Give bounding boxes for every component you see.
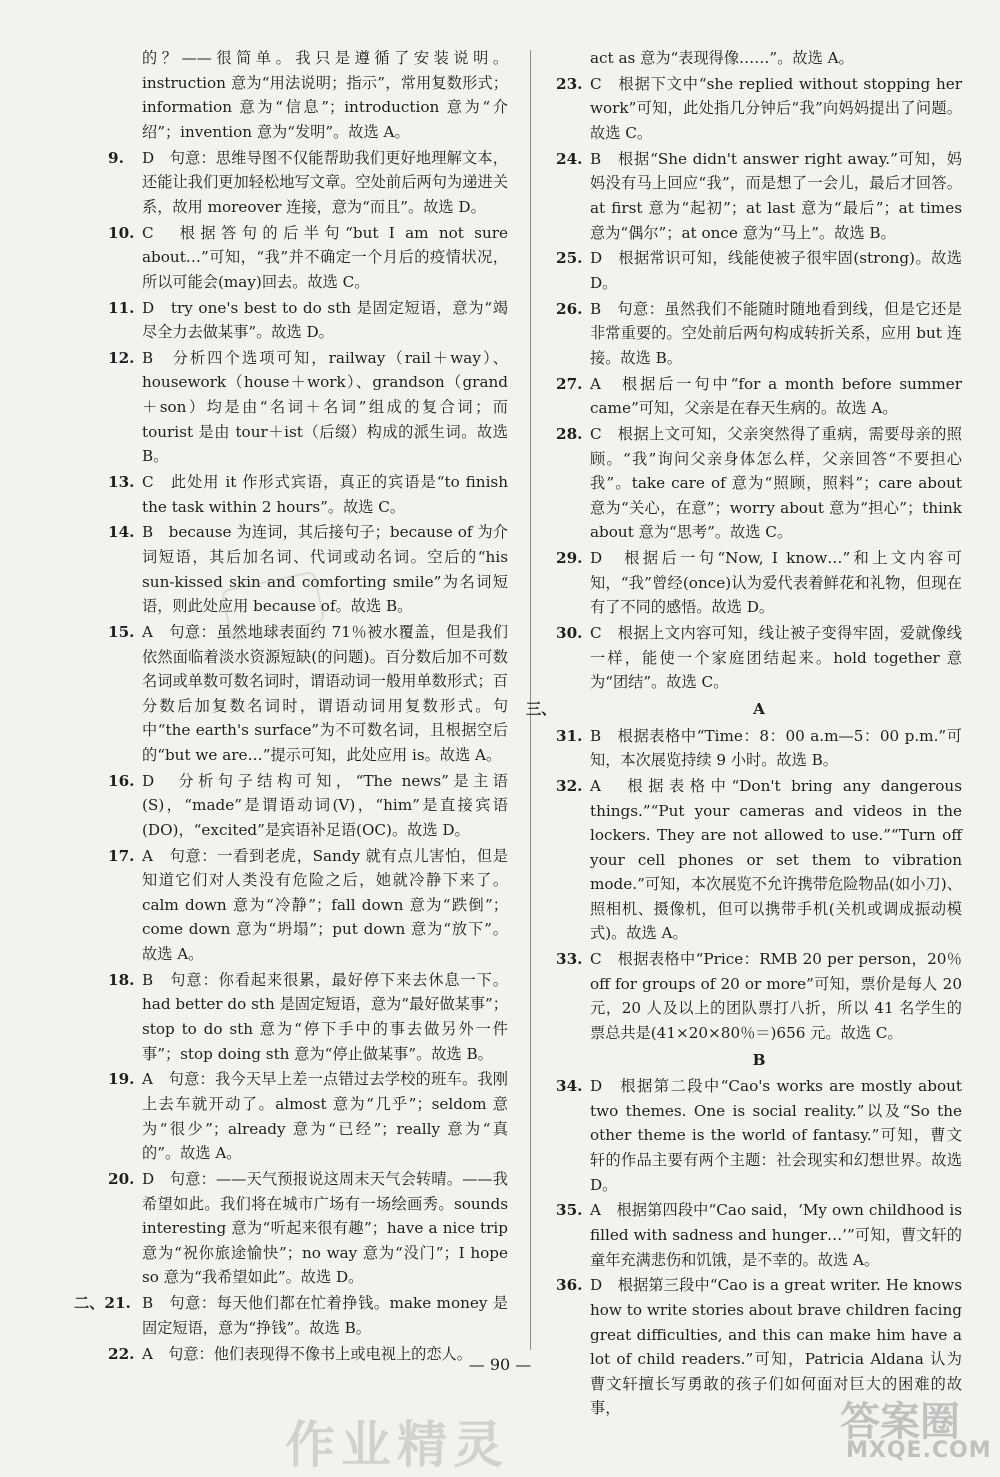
answer-item [556,246,962,295]
answer-item [108,844,508,967]
question-number: 36. [556,1276,583,1295]
left-column [74,46,508,1367]
answer-item [108,470,508,519]
answer-item [556,46,962,71]
answer-item [556,1198,962,1272]
answer-explanation: C 此处用 it 作形式宾语，真正的宾语是“to finish the task within 2 hours”。故选 C。 [142,473,508,516]
answer-item [556,546,962,620]
answer-explanation: C 根据上文内容可知，线让被子变得牢固，爱就像线一样，能使一个家庭团结起来。hold together 意为“团结”。故选 C。 [590,624,962,692]
answer-explanation: 的？——很简单。我只是遵循了安装说明。instruction 意为“用法说明；指示”，常用复数形式；information 意为“信息”；introduction 意为“介绍”；invention 意为“发明”。故选 A。 [142,49,508,141]
answer-explanation: A 句意：一看到老虎，Sandy 就有点儿害怕，但是知道它们对人类没有危险之后，她就冷静下来了。calm down 意为“冷静”；fall down 意为“跌倒”；come down 意为“坍塌”；put down 意为“放下”。故选 A。 [142,846,508,964]
answer-explanation: B because 为连词，其后接句子；because of 为介词短语，其后加名词、代词或动名词。空后的“his sun-kissed skin and comforting smile”为名词短语，则此处应用 because of。故选 B。 [142,523,508,616]
answer-explanation: D 分析句子结构可知，“The news”是主语(S)，“made”是谓语动词(V)，“him”是直接宾语(DO)，“excited”是宾语补足语(OC)。故选 D。 [142,771,508,839]
question-number: 13. [108,473,135,492]
question-number: 19. [108,1070,135,1089]
question-number: 10. [108,223,135,242]
question-number: 15. [108,622,135,641]
answer-explanation: act as 意为“表现得像……”。故选 A。 [590,49,854,67]
right-column [526,46,962,1422]
answer-item [556,422,962,545]
answer-item [108,1067,508,1165]
answer-explanation: C 根据上文可知，父亲突然得了重病，需要母亲的照顾。“我”询问父亲身体怎么样，父亲回答“不要担心我”。take care of 意为“照顾，照料”；care about 意为“关心，在意”；worry about 意为“担心”；think about 意为“思考”。故选 C。 [590,425,962,542]
answer-explanation: A 根据第四段中“Cao said，‘My own childhood is filled with sadness and hunger…’”可知，曹文轩的童年充满悲伤和饥饿，是不幸的。故选 A。 [590,1201,962,1269]
answer-explanation: D 句意：思维导图不仅能帮助我们更好地理解文本，还能让我们更加轻松地写文章。空处前后两句为递进关系，故用 moreover 连接，意为“而且”。故选 D。 [142,148,508,216]
question-number: 25. [556,249,583,268]
answer-item [108,1167,508,1290]
answer-explanation: D 根据后一句“Now, I know…”和上文内容可知，“我”曾经(once)认为爱代表着鲜花和礼物，但现在有了不同的感悟。故选 D。 [590,549,962,617]
answer-item [556,372,962,421]
answer-explanation: A 句意：我今天早上差一点错过去学校的班车。我刚上去车就开动了。almost 意为“几乎”；seldom 意为“很少”；already 意为“已经”；really 意为“真的”。故选 A。 [142,1070,508,1163]
answer-item [108,221,508,295]
answer-item [108,346,508,469]
page-number: — 90 — [468,1355,532,1374]
section-label: 三、 [526,699,557,718]
question-number: 26. [556,299,583,318]
answer-item [556,72,962,146]
question-number: 27. [556,374,583,393]
answer-explanation: B 句意：每天他们都在忙着挣钱。make money 是固定短语，意为“挣钱”。故选 B。 [142,1294,508,1337]
answer-explanation: D 句意：——天气预报说这周末天气会转晴。——我希望如此。我们将在城市广场有一场绘画秀。sounds interesting 意为“听起来很有趣”；have a nice trip 意为“祝你旅途愉快”；no way 意为“没门”；I hope so 意为“我希望如此”。故选 D。 [142,1169,508,1287]
answer-explanation: D 根据第三段中“Cao is a great writer. He knows how to write stories about brave children facing great difficulties, and this can make him have a lot of child readers.”可知，Patricia Aldana 认为曹文轩擅长写勇敢的孩子们如何面对巨大的困难的故事， [590,1276,962,1418]
answer-explanation: C 根据下文中“she replied without stopping her work”可知，此处指几分钟后“我”向妈妈提出了问题。故选 C。 [590,74,962,142]
section-heading [556,1048,962,1073]
answer-item [556,1074,962,1197]
question-number: 9. [108,148,124,167]
answer-explanation: B 句意：你看起来很累，最好停下来去休息一下。had better do sth 是固定短语，意为“最好做某事”；stop to do sth 意为“停下手中的事去做另外一件事”；stop doing sth 意为“停止做某事”。故选 B。 [142,970,508,1063]
answer-explanation: C 根据表格中“Price：RMB 20 per person，20％ off for groups of 20 or more”可知，票价是每人 20 元，20 人及以上的团队票打八折，所以 41 名学生的票总共是(41×20×80％＝)656 元。故选 C。 [590,950,962,1043]
answer-item [108,968,508,1066]
question-number: 28. [556,425,583,444]
answer-item [108,296,508,345]
answer-explanation: C 根据答句的后半句“but I am not sure about…”可知，“我”并不确定一个月后的疫情状况，所以可能会(may)回去。故选 C。 [142,223,508,291]
answer-item [74,1291,508,1340]
watermark-logo-text: 答案圈 [840,1399,960,1445]
question-number: 23. [556,74,583,93]
section-letter: A [753,699,765,718]
question-number: 17. [108,846,135,865]
answer-explanation: B 根据表格中“Time：8：00 a.m—5：00 p.m.”可知，本次展览持续 9 小时。故选 B。 [590,726,962,770]
question-number: 24. [556,149,583,168]
answer-explanation: B 根据“She didn't answer right away.”可知，妈妈没有马上回应“我”，而是想了一会儿，最后才回答。at first 意为“起初”；at last 意为“最后”；at times 意为“偶尔”；at once 意为“马上”。故选 B。 [590,149,962,242]
answer-item [556,724,962,773]
answer-explanation: A 句意：虽然地球表面约 71％被水覆盖，但是我们依然面临着淡水资源短缺(的问题)。百分数后加不可数名词或单数可数名词时，谓语动词一般用单数形式；百分数后加复数名词时，谓语动词用复数形式。句中“the earth's surface”为不可数名词，且根据空后的“but we are…”提示可知，此处应用 is。故选 A。 [142,622,508,764]
question-number: 31. [556,726,583,745]
question-number: 33. [556,950,583,969]
question-number: 35. [556,1201,583,1220]
answer-item [556,147,962,245]
watermark-bottom: 作业精灵 [285,1416,509,1474]
question-number: 11. [108,298,135,317]
watermark-logo [840,1390,990,1470]
answer-item [556,947,962,1045]
answer-explanation: B 句意：虽然我们不能随时随地看到线，但是它还是非常重要的。空处前后两句构成转折关系，应用 but 连接。故选 B。 [590,299,962,367]
section-heading [526,697,962,722]
answer-item [556,297,962,371]
answer-explanation: A 根据后一句中“for a month before summer came”可知，父亲是在春天生病的。故选 A。 [590,374,962,418]
answer-explanation: D 根据常识可知，线能使被子很牢固(strong)。故选 D。 [590,249,962,292]
question-number: 20. [108,1169,135,1188]
question-number: 29. [556,549,583,568]
answer-explanation: D try one's best to do sth 是固定短语，意为“竭尽全力去做某事”。故选 D。 [142,298,508,342]
question-number: 12. [108,348,135,367]
answer-explanation: A 根据表格中“Don't bring any dangerous things.”“Put your cameras and videos in the lockers. They are not allowed to use.”“Turn off your cell phones or set them to vibration mode.”可知，本次展览不允许携带危险物品(如小刀)、照相机、摄像机，但可以携带手机(关机或调成振动模式)。故选 A。 [590,776,962,943]
answer-item [108,146,508,220]
answer-explanation: A 句意：他们表现得不像书上或电视上的恋人。 [142,1344,472,1363]
answer-item [108,46,508,144]
question-number: 30. [556,624,583,643]
answer-item [556,621,962,695]
answer-explanation: D 根据第二段中“Cao's works are mostly about two themes. One is social reality.”以及“So the other theme is the world of fantasy.”可知，曹文轩的作品主要有两个主题：社会现实和幻想世界。故选 D。 [590,1077,962,1194]
watermark-logo-url: MXQE.COM [846,1438,992,1463]
question-number: 14. [108,523,135,542]
question-number: 34. [556,1077,583,1096]
answer-explanation: B 分析四个选项可知，railway（rail＋way）、housework（house＋work）、grandson（grand＋son）均是由“名词＋名词”组成的复合词；而 tourist 是由 tour＋ist（后缀）构成的派生词。故选 B。 [142,348,508,466]
question-number: 22. [108,1344,135,1363]
question-number: 二、21. [74,1294,131,1313]
question-number: 32. [556,776,583,795]
answer-item [108,769,508,843]
section-letter: B [752,1050,766,1069]
answer-item [556,774,962,946]
question-number: 18. [108,970,135,989]
question-number: 16. [108,771,135,790]
answer-item [108,620,508,768]
